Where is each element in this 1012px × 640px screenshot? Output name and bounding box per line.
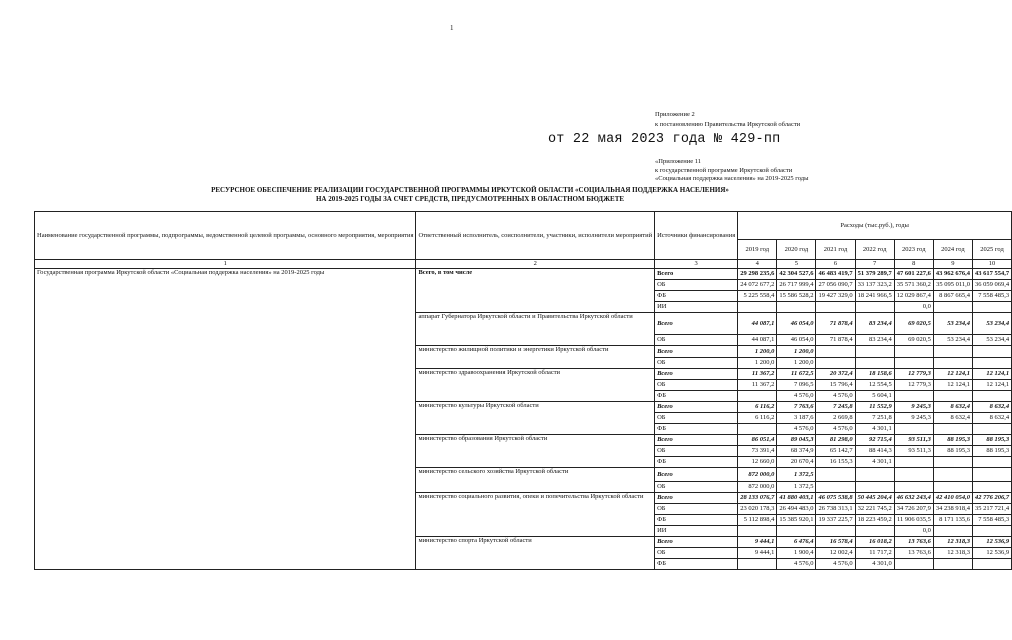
amount-cell: 46 054,0 [777,313,816,335]
table-row [35,269,1012,280]
amount-cell: 88 195,3 [933,435,972,446]
title-line: НА 2019-2025 ГОДЫ ЗА СЧЕТ СРЕДСТВ, ПРЕДУСМОТРЕННЫХ В ОБЛАСТНОМ БЮДЖЕТЕ [315,195,625,203]
amount-cell: 7 096,5 [777,380,816,391]
amount-cell: 34 726 207,9 [894,504,933,515]
amount-cell: 53 234,4 [972,313,1011,335]
annex-header [655,110,800,130]
amount-cell: 42 410 054,0 [933,493,972,504]
amount-cell: 4 576,0 [816,559,855,570]
amount-cell: 16 578,4 [816,537,855,548]
funding-source: ФБ [655,515,738,526]
column-index: 6 [816,260,855,269]
amount-cell [972,391,1011,402]
amount-cell [855,526,894,537]
amount-cell: 73 391,4 [738,446,777,457]
amount-cell: 50 445 204,4 [855,493,894,504]
funding-source: Всего [655,402,738,413]
amount-cell [933,346,972,358]
amount-cell: 35 571 360,2 [894,280,933,291]
amount-cell: 5 112 898,4 [738,515,777,526]
amount-cell: 4 576,0 [777,424,816,435]
amount-cell: 8 171 135,6 [933,515,972,526]
amount-cell: 12 318,3 [933,548,972,559]
amount-cell: 12 554,5 [855,380,894,391]
amount-cell [972,302,1011,313]
funding-source: Всего [655,493,738,504]
amount-cell: 8 632,4 [972,413,1011,424]
funding-source: Всего [655,435,738,446]
amount-cell [972,468,1011,482]
amount-cell: 46 483 419,7 [816,269,855,280]
amount-cell [894,424,933,435]
amount-cell: 1 200,0 [738,346,777,358]
funding-source: Всего [655,313,738,335]
amount-cell: 68 374,9 [777,446,816,457]
funding-source: ФБ [655,457,738,468]
executor-name: министерство образования Иркутской области [416,435,655,468]
column-index: 5 [777,260,816,269]
amount-cell: 9 245,3 [894,413,933,424]
amount-cell [933,526,972,537]
amount-cell [894,457,933,468]
amount-cell [738,559,777,570]
annex-line: к государственной программе Иркутской области [655,166,793,174]
amount-cell [972,424,1011,435]
amount-cell [972,526,1011,537]
amount-cell: 12 002,4 [816,548,855,559]
amount-cell: 26 494 483,0 [777,504,816,515]
column-index: 9 [933,260,972,269]
amount-cell: 12 029 867,4 [894,291,933,302]
column-index: 10 [972,260,1011,269]
amount-cell [777,302,816,313]
amount-cell: 1 200,0 [777,346,816,358]
funding-source: ОБ [655,504,738,515]
amount-cell: 12 124,1 [933,380,972,391]
amount-cell [894,358,933,369]
amount-cell [894,346,933,358]
amount-cell [855,482,894,493]
amount-cell [933,302,972,313]
amount-cell: 6 476,4 [777,537,816,548]
amount-cell: 7 251,8 [855,413,894,424]
amount-cell: 46 632 243,4 [894,493,933,504]
amount-cell [933,358,972,369]
column-index: 2 [416,260,655,269]
column-index: 8 [894,260,933,269]
amount-cell [855,468,894,482]
funding-source: ОБ [655,413,738,424]
amount-cell: 46 054,0 [777,335,816,346]
amount-cell [972,482,1011,493]
page-number: 1 [450,24,454,32]
amount-cell: 4 301,1 [855,457,894,468]
amount-cell: 7 558 485,3 [972,515,1011,526]
amount-cell: 88 414,3 [855,446,894,457]
amount-cell: 83 234,4 [855,335,894,346]
amount-cell: 88 195,3 [933,446,972,457]
amount-cell: 12 536,9 [972,537,1011,548]
header-year: 2019 год [738,240,777,260]
amount-cell: 12 124,1 [972,369,1011,380]
annex-line: к постановлению Правительства Иркутской области [655,121,801,128]
amount-cell [933,424,972,435]
amount-cell [816,302,855,313]
amount-cell [933,482,972,493]
annex-reference [655,158,808,184]
executor-name: министерство здравоохранения Иркутской области [416,369,655,402]
amount-cell: 11 672,5 [777,369,816,380]
header-expenses: Расходы (тыс.руб.), годы [738,212,1012,240]
amount-cell: 42 304 527,6 [777,269,816,280]
amount-cell [816,526,855,537]
funding-source: ФБ [655,559,738,570]
amount-cell: 11 367,2 [738,369,777,380]
amount-cell: 28 133 076,7 [738,493,777,504]
amount-cell: 11 552,9 [855,402,894,413]
amount-cell [738,424,777,435]
amount-cell: 69 020,5 [894,313,933,335]
header-executor: Ответственный исполнитель, соисполнители, участники, исполнители мероприятий [416,212,655,260]
funding-source: ОБ [655,358,738,369]
amount-cell: 42 776 206,7 [972,493,1011,504]
amount-cell: 4 301,1 [855,424,894,435]
executor-name: министерство социального развития, опеки и попечительства Иркутской области [416,493,655,537]
column-index: 4 [738,260,777,269]
amount-cell: 35 095 011,0 [933,280,972,291]
amount-cell: 88 195,3 [972,435,1011,446]
amount-cell: 1 372,5 [777,468,816,482]
amount-cell: 16 018,2 [855,537,894,548]
header-name: Наименование государственной программы, подпрограммы, ведомственной целевой программы, основного мероприятия, мероприятия [35,212,416,260]
executor-name: аппарат Губернатора Иркутской области и Правительства Иркутской области [416,313,655,346]
amount-cell: 18 158,6 [855,369,894,380]
table-body [35,269,1012,570]
funding-source: ОБ [655,380,738,391]
amount-cell: 4 576,0 [777,391,816,402]
amount-cell: 2 669,8 [816,413,855,424]
amount-cell: 71 878,4 [816,335,855,346]
amount-cell: 13 763,6 [894,548,933,559]
amount-cell [894,482,933,493]
funding-source: ИИ [655,302,738,313]
amount-cell: 872 000,0 [738,468,777,482]
amount-cell: 83 234,4 [855,313,894,335]
amount-cell: 1 900,4 [777,548,816,559]
amount-cell: 43 962 676,4 [933,269,972,280]
funding-source: ФБ [655,291,738,302]
amount-cell [777,526,816,537]
funding-source: ОБ [655,280,738,291]
funding-source: ОБ [655,482,738,493]
executor-name: министерство культуры Иркутской области [416,402,655,435]
amount-cell: 15 586 528,2 [777,291,816,302]
amount-cell: 92 715,4 [855,435,894,446]
amount-cell: 12 124,1 [972,380,1011,391]
amount-cell: 53 234,4 [933,313,972,335]
amount-cell: 11 367,2 [738,380,777,391]
amount-cell: 11 717,2 [855,548,894,559]
amount-cell: 1 372,5 [777,482,816,493]
amount-cell [933,559,972,570]
annex-line: «Приложение 11 [655,158,702,165]
funding-source: Всего [655,468,738,482]
header-year: 2024 год [933,240,972,260]
amount-cell: 1 200,0 [738,358,777,369]
amount-cell: 0,0 [894,526,933,537]
amount-cell: 1 200,0 [777,358,816,369]
column-index: 3 [655,260,738,269]
executor-name: министерство жилищной политики и энергетики Иркутской области [416,346,655,369]
executor-name: министерство спорта Иркутской области [416,537,655,570]
amount-cell: 46 075 538,8 [816,493,855,504]
amount-cell [933,468,972,482]
amount-cell [894,391,933,402]
amount-cell: 81 298,0 [816,435,855,446]
amount-cell: 4 576,0 [816,424,855,435]
header-source: Источники финансирования [655,212,738,260]
amount-cell: 44 087,1 [738,335,777,346]
amount-cell: 23 020 178,3 [738,504,777,515]
amount-cell [816,468,855,482]
amount-cell: 69 020,5 [894,335,933,346]
header-year: 2025 год [972,240,1011,260]
amount-cell [855,302,894,313]
amount-cell: 41 880 403,1 [777,493,816,504]
amount-cell: 8 632,4 [972,402,1011,413]
amount-cell: 71 878,4 [816,313,855,335]
amount-cell: 88 195,3 [972,446,1011,457]
amount-cell: 3 187,6 [777,413,816,424]
amount-cell [855,358,894,369]
amount-cell: 26 738 313,1 [816,504,855,515]
amount-cell: 12 779,3 [894,380,933,391]
amount-cell: 11 906 035,5 [894,515,933,526]
amount-cell: 12 124,1 [933,369,972,380]
amount-cell [933,391,972,402]
resource-table [34,211,1012,570]
amount-cell [933,457,972,468]
column-index: 7 [855,260,894,269]
amount-cell: 20 372,4 [816,369,855,380]
amount-cell: 32 221 745,2 [855,504,894,515]
annex-line: «Социальная поддержка населения» на 2019-2025 годы [655,175,809,182]
amount-cell: 6 116,2 [738,413,777,424]
amount-cell: 43 617 554,7 [972,269,1011,280]
amount-cell: 36 059 069,4 [972,280,1011,291]
amount-cell: 35 217 721,4 [972,504,1011,515]
amount-cell: 12 660,0 [738,457,777,468]
amount-cell [855,346,894,358]
amount-cell: 93 511,3 [894,446,933,457]
amount-cell: 7 245,8 [816,402,855,413]
amount-cell: 18 223 459,2 [855,515,894,526]
amount-cell [972,559,1011,570]
amount-cell: 33 137 323,2 [855,280,894,291]
document-title [110,186,830,204]
decree-stamp: от 22 мая 2023 года № 429-пп [548,132,781,147]
amount-cell: 9 444,1 [738,548,777,559]
amount-cell: 26 717 999,4 [777,280,816,291]
amount-cell [738,302,777,313]
amount-cell [816,482,855,493]
header-year: 2023 год [894,240,933,260]
amount-cell: 7 558 485,3 [972,291,1011,302]
funding-source: ОБ [655,335,738,346]
amount-cell: 29 298 235,6 [738,269,777,280]
amount-cell: 9 245,3 [894,402,933,413]
amount-cell: 20 670,4 [777,457,816,468]
amount-cell: 65 142,7 [816,446,855,457]
amount-cell: 5 604,1 [855,391,894,402]
title-line: РЕСУРСНОЕ ОБЕСПЕЧЕНИЕ РЕАЛИЗАЦИИ ГОСУДАРСТВЕННОЙ ПРОГРАММЫ ИРКУТСКОЙ ОБЛАСТИ «СОЦИАЛЬНАЯ ПОДДЕРЖКА НАСЕЛЕНИЯ» [211,186,729,194]
amount-cell: 0,0 [894,302,933,313]
amount-cell: 53 234,4 [972,335,1011,346]
amount-cell: 8 632,4 [933,402,972,413]
funding-source: Всего [655,369,738,380]
amount-cell: 27 056 090,7 [816,280,855,291]
amount-cell: 86 051,4 [738,435,777,446]
amount-cell: 4 301,0 [855,559,894,570]
amount-cell: 6 116,2 [738,402,777,413]
column-index: 1 [35,260,416,269]
amount-cell: 12 779,3 [894,369,933,380]
amount-cell: 13 763,6 [894,537,933,548]
amount-cell [816,358,855,369]
amount-cell: 16 155,3 [816,457,855,468]
amount-cell [972,346,1011,358]
amount-cell [738,391,777,402]
amount-cell: 4 576,0 [777,559,816,570]
amount-cell: 51 379 289,7 [855,269,894,280]
funding-source: Всего [655,269,738,280]
amount-cell: 93 511,3 [894,435,933,446]
amount-cell: 15 385 920,1 [777,515,816,526]
amount-cell: 15 796,4 [816,380,855,391]
amount-cell: 8 867 665,4 [933,291,972,302]
amount-cell [816,346,855,358]
amount-cell: 44 087,1 [738,313,777,335]
funding-source: Всего [655,537,738,548]
amount-cell: 47 601 227,6 [894,269,933,280]
amount-cell: 89 045,3 [777,435,816,446]
funding-source: ОБ [655,446,738,457]
amount-cell: 24 072 677,2 [738,280,777,291]
amount-cell: 872 000,0 [738,482,777,493]
funding-source: ФБ [655,424,738,435]
amount-cell: 18 241 966,5 [855,291,894,302]
program-name: Государственная программа Иркутской области «Социальная поддержка населения» на 2019-2025 годы [35,269,416,570]
amount-cell: 9 444,1 [738,537,777,548]
amount-cell [738,526,777,537]
amount-cell: 8 632,4 [933,413,972,424]
amount-cell: 5 225 558,4 [738,291,777,302]
header-year: 2022 год [855,240,894,260]
amount-cell [972,457,1011,468]
amount-cell: 12 318,3 [933,537,972,548]
funding-source: ОБ [655,548,738,559]
amount-cell: 19 427 329,0 [816,291,855,302]
amount-cell: 19 337 225,7 [816,515,855,526]
funding-source: ФБ [655,391,738,402]
executor-name: министерство сельского хозяйства Иркутской области [416,468,655,493]
amount-cell: 53 234,4 [933,335,972,346]
header-year: 2020 год [777,240,816,260]
amount-cell: 7 763,6 [777,402,816,413]
amount-cell: 12 536,9 [972,548,1011,559]
amount-cell [894,468,933,482]
annex-line: Приложение 2 [655,111,695,118]
header-year: 2021 год [816,240,855,260]
amount-cell [972,358,1011,369]
amount-cell [894,559,933,570]
amount-cell: 34 238 918,4 [933,504,972,515]
amount-cell: 4 576,0 [816,391,855,402]
funding-source: ИИ [655,526,738,537]
executor-name: Всего, в том числе [416,269,655,313]
funding-source: Всего [655,346,738,358]
